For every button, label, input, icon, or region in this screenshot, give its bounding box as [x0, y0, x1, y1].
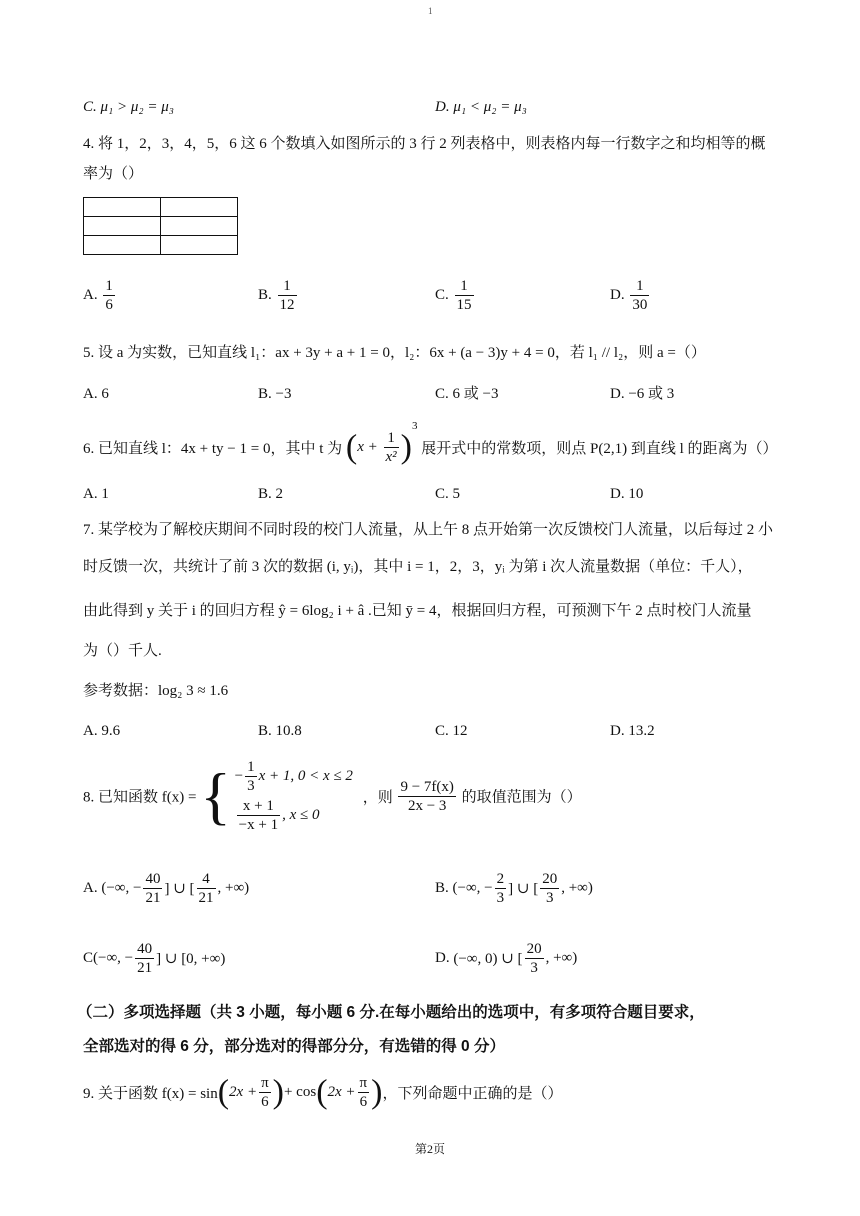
- right-paren: ): [371, 1073, 383, 1111]
- q9-text-mid: + cos: [283, 1084, 317, 1100]
- fraction-denominator: 3: [247, 778, 255, 794]
- q9-text-post: ，下列命题中正确的是（）: [382, 1086, 563, 1102]
- page-number-footer: 第2页: [414, 1142, 445, 1156]
- section-heading-line2: 全部选对的得 6 分，部分选对的得部分分，有选错的得 0 分）: [83, 1038, 505, 1055]
- q6-option-b[interactable]: B. 2: [258, 486, 284, 502]
- q6-expr: x +: [357, 439, 378, 456]
- pi-fraction: [259, 1074, 271, 1111]
- fraction-numerator: 4: [197, 870, 216, 889]
- q8-text-post: 的取值范围为（）: [461, 789, 582, 806]
- q3-option-c[interactable]: C. μ₁ > μ₂ = μ₃: [83, 99, 174, 115]
- fraction-numerator: 1: [105, 278, 113, 294]
- q8-option-d[interactable]: [435, 940, 577, 977]
- fraction-denominator: 6: [105, 297, 113, 313]
- q7-text-line2: 时反馈一次，共统计了前 3 次的数据 (i, yᵢ)，其中 i = 1，2，3，yᵢ 为第 i 次人流量数据（单位：千人），: [83, 559, 753, 575]
- q8-text-mid: ，则: [362, 789, 393, 806]
- q4-grid-table: [83, 197, 238, 255]
- interval-part: (−∞, −: [452, 880, 493, 896]
- case2-fraction: [237, 797, 280, 834]
- fraction-denominator: 15: [456, 297, 472, 313]
- option-label: B.: [258, 286, 272, 303]
- fraction-denominator: 3: [545, 890, 554, 906]
- page-header-mark: 1: [428, 6, 433, 16]
- option-label: C: [83, 950, 94, 966]
- interval-part: (−∞, 0) ∪ [: [453, 951, 523, 967]
- q6-text-post: 展开式中的常数项，则点 P(2,1) 到直线 l 的距离为（）: [421, 441, 778, 458]
- interval-part: , +∞): [561, 880, 593, 896]
- interval-part: , +∞): [545, 950, 578, 966]
- q5-option-a[interactable]: A. 6: [83, 386, 109, 402]
- q4-option-d[interactable]: [610, 277, 651, 314]
- section-heading-line1: （二）多项选择题（共 3 小题，每小题 6 分.在每小题给出的选项中，有多项符合题目要求，: [77, 1004, 705, 1021]
- fraction-numerator: π: [261, 1075, 269, 1091]
- interval-part: , +∞): [217, 880, 250, 896]
- q6-text-pre: 6. 已知直线 l：4x + ty − 1 = 0，其中 t 为: [83, 441, 343, 458]
- interval-part: ] ∪ [0, +∞): [156, 951, 226, 967]
- table-cell: [84, 236, 161, 255]
- right-paren: ): [400, 428, 412, 466]
- fraction-numerator: 40: [137, 941, 153, 957]
- fraction-denominator: x²: [385, 449, 397, 466]
- pi-fraction: [358, 1074, 370, 1111]
- q6-option-d[interactable]: D. 10: [610, 486, 644, 502]
- fraction-numerator: 1: [384, 429, 399, 448]
- fraction-numerator: π: [359, 1075, 368, 1091]
- q5-option-c[interactable]: C. 6 或 −3: [435, 386, 499, 402]
- q4-option-b[interactable]: [258, 277, 299, 314]
- option-label: A.: [83, 286, 98, 303]
- interval-part: (−∞, −: [101, 880, 142, 896]
- option-fraction: [278, 277, 297, 314]
- option-label: A.: [83, 880, 98, 896]
- option-fraction: [455, 277, 474, 314]
- fraction-numerator: 1: [455, 277, 474, 296]
- q7-text-line4: 为（）千人.: [83, 643, 162, 659]
- fraction-numerator: 20: [526, 941, 542, 957]
- interval-part: ] ∪ [: [164, 881, 195, 897]
- q4-option-a[interactable]: [83, 277, 117, 314]
- q8-case-1: [235, 758, 353, 795]
- case2-condition: , x ≤ 0: [282, 806, 320, 823]
- q8-text: [83, 758, 582, 834]
- q7-option-d[interactable]: D. 13.2: [610, 723, 655, 739]
- q7-text-line1: 7. 某学校为了解校庆期间不同时段的校门人流量，从上午 8 点开始第一次反馈校门人流量，以后每过 2 小: [83, 522, 774, 538]
- fraction-denominator: 6: [359, 1094, 368, 1110]
- interval-fraction: [143, 870, 162, 907]
- q9-text-pre: 9. 关于函数 f(x) = sin: [83, 1086, 218, 1102]
- fraction-denominator: 21: [137, 960, 153, 976]
- table-cell: [161, 236, 238, 255]
- left-paren: (: [316, 1073, 328, 1111]
- fraction-denominator: 2x − 3: [407, 797, 447, 814]
- q5-option-b[interactable]: B. −3: [258, 386, 292, 402]
- q3-option-d[interactable]: D. μ₁ < μ₂ = μ₃: [435, 99, 527, 115]
- q8-case-2: [235, 797, 353, 834]
- option-label: B.: [435, 880, 449, 896]
- q8-text-pre: 8. 已知函数 f(x) =: [83, 789, 197, 806]
- fraction-numerator: 1: [278, 277, 297, 296]
- q4-option-c[interactable]: [435, 277, 476, 314]
- q6-power: 3: [411, 420, 418, 432]
- q8-option-c[interactable]: [83, 940, 225, 977]
- q8-option-b[interactable]: [435, 870, 593, 907]
- fraction-denominator: −x + 1: [238, 817, 279, 833]
- q9-text: [83, 1074, 562, 1111]
- q9-arg2: 2x +: [327, 1084, 356, 1100]
- fraction-denominator: 3: [496, 890, 505, 906]
- q7-option-c[interactable]: C. 12: [435, 723, 468, 739]
- table-cell: [84, 198, 161, 217]
- fraction-numerator: 9 − 7f(x): [400, 778, 454, 795]
- q7-text-line3: 由此得到 y 关于 i 的回归方程 ŷ = 6log₂ i + â .已知 ȳ = 4，根据回归方程，可预测下午 2 点时校门人流量: [83, 603, 752, 619]
- interval-part: ] ∪ [: [508, 881, 539, 897]
- q6-fraction: [384, 429, 399, 466]
- fraction-denominator: 6: [261, 1094, 269, 1110]
- option-fraction: [630, 277, 649, 314]
- table-cell: [161, 217, 238, 236]
- q8-target-fraction: [398, 778, 455, 815]
- q9-arg1: 2x +: [229, 1084, 258, 1100]
- option-label: D.: [435, 950, 450, 966]
- q4-text-line1: 4. 将 1，2，3，4，5，6 这 6 个数填入如图所示的 3 行 2 列表格中，则表格内每一行数字之和均相等的概: [83, 136, 766, 152]
- fraction-numerator: 20: [542, 871, 558, 887]
- piecewise-brace: {: [200, 760, 231, 831]
- minus-sign: −: [234, 767, 244, 784]
- q8-piecewise-cases: [235, 758, 353, 834]
- option-label: C.: [435, 286, 449, 303]
- fraction-numerator: 1: [630, 277, 649, 296]
- interval-fraction: [525, 940, 544, 977]
- case1-fraction: [245, 758, 257, 795]
- q7-option-a[interactable]: A. 9.6: [83, 723, 121, 739]
- q4-text-line2: 率为（）: [83, 166, 144, 182]
- left-paren: (: [345, 428, 358, 466]
- q6-option-a[interactable]: A. 1: [83, 486, 109, 502]
- interval-part: (−∞, −: [93, 950, 134, 966]
- case1-condition: x + 1, 0 < x ≤ 2: [258, 767, 353, 784]
- interval-fraction: [197, 870, 216, 907]
- fraction-denominator: 30: [632, 297, 648, 313]
- fraction-numerator: x + 1: [237, 797, 280, 816]
- fraction-denominator: 12: [279, 297, 295, 313]
- right-paren: ): [272, 1073, 284, 1111]
- q5-option-d[interactable]: D. −6 或 3: [610, 386, 675, 402]
- fraction-denominator: 3: [530, 960, 538, 976]
- q7-option-b[interactable]: B. 10.8: [258, 723, 302, 739]
- interval-fraction: [135, 940, 154, 977]
- q6-text: [83, 420, 778, 466]
- option-label: D.: [610, 286, 625, 303]
- interval-fraction: [495, 870, 507, 907]
- interval-fraction: [540, 870, 559, 907]
- q7-reference-data: 参考数据：log₂ 3 ≈ 1.6: [83, 683, 229, 699]
- q8-option-a[interactable]: [83, 870, 249, 907]
- fraction-denominator: 21: [198, 890, 214, 906]
- table-cell: [161, 198, 238, 217]
- fraction-numerator: 40: [145, 871, 161, 887]
- q5-text: 5. 设 a 为实数，已知直线 l₁：ax + 3y + a + 1 = 0，l₂：6x + (a − 3)y + 4 = 0，若 l₁ // l₂，则 a =（）: [83, 345, 706, 361]
- left-paren: (: [217, 1073, 230, 1111]
- fraction-numerator: 1: [247, 759, 255, 775]
- option-fraction: [103, 277, 115, 314]
- fraction-denominator: 21: [145, 890, 161, 906]
- fraction-numerator: 2: [496, 871, 505, 887]
- q6-option-c[interactable]: C. 5: [435, 486, 461, 502]
- table-cell: [84, 217, 161, 236]
